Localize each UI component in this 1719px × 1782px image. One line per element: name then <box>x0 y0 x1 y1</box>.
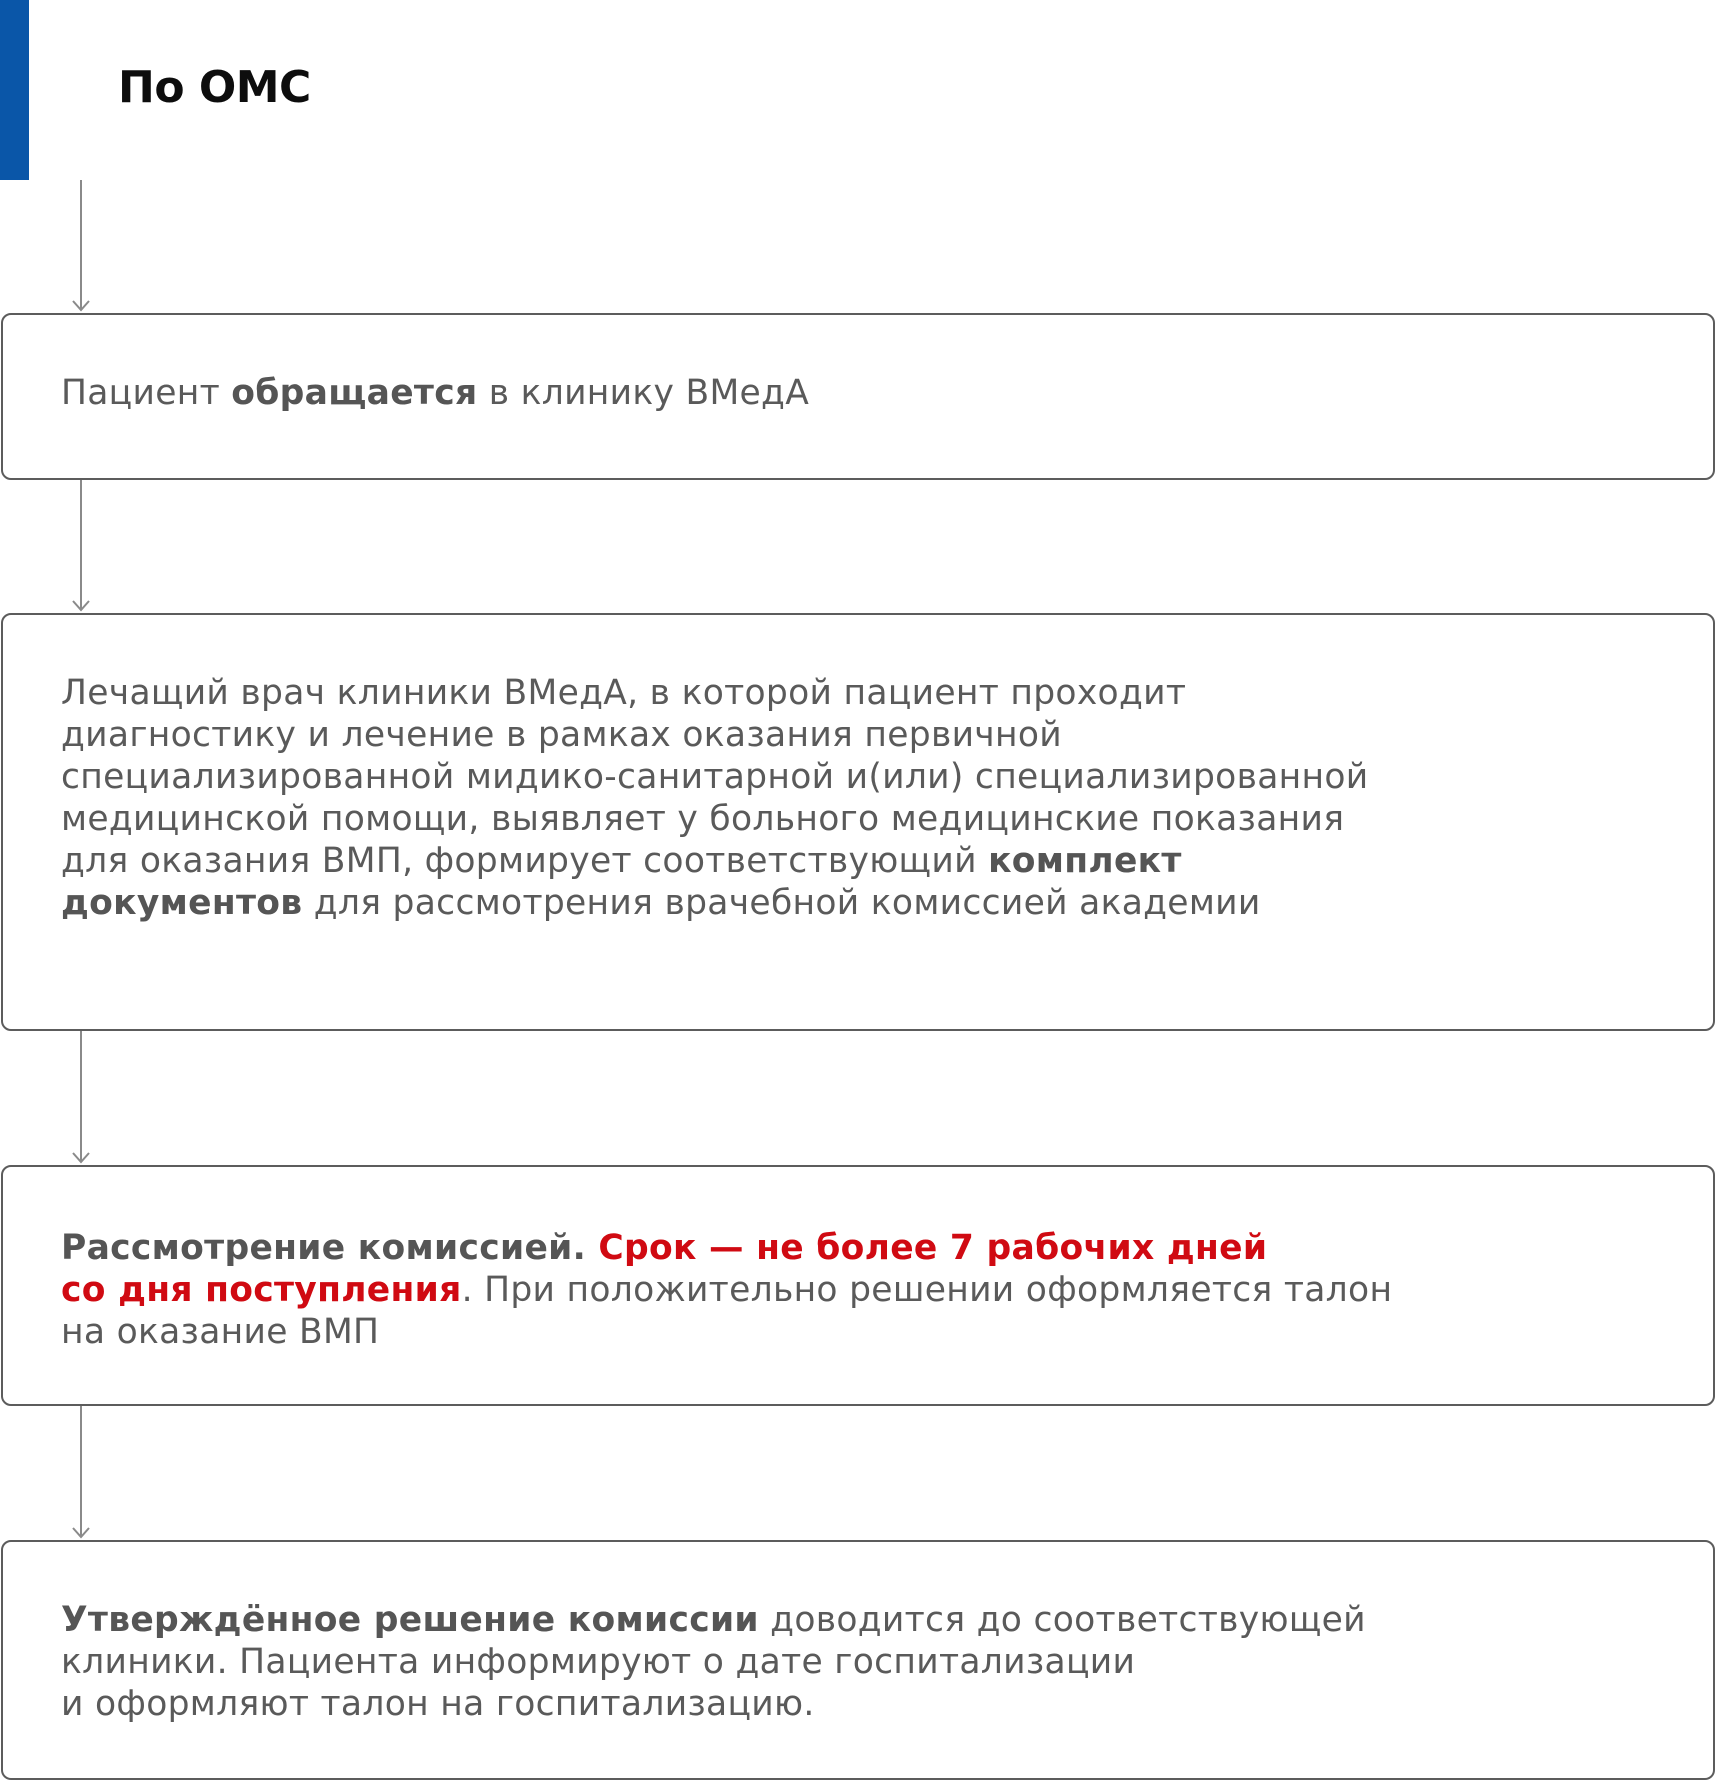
connector-arrow-2 <box>70 480 92 613</box>
accent-bar <box>0 0 29 180</box>
step-box-3 <box>1 1165 1715 1406</box>
connector-arrow-3 <box>70 1031 92 1165</box>
step-text <box>61 372 1673 414</box>
page-title: По ОМС <box>118 62 311 113</box>
text-run: для оказания ВМП, формирует соответствующий <box>61 841 989 881</box>
text-run: и оформляют талон на госпитализацию. <box>61 1684 815 1724</box>
text-run: для рассмотрения врачебной комиссией академии <box>302 883 1261 923</box>
connector-arrow-4 <box>70 1406 92 1540</box>
step-box-2 <box>1 613 1715 1031</box>
emphasis-text: документов <box>61 883 303 923</box>
emphasis-text: Рассмотрение комиссией. <box>61 1228 599 1268</box>
step-text <box>61 1599 1673 1725</box>
text-run: Лечащий врач клиники ВМедА, в которой пациент проходит <box>61 673 1187 713</box>
text-run: в клинику ВМедА <box>477 373 810 413</box>
text-run: на оказание ВМП <box>61 1312 380 1352</box>
step-box-4 <box>1 1540 1715 1780</box>
text-run: клиники. Пациента информируют о дате госпитализации <box>61 1642 1136 1682</box>
text-run: медицинской помощи, выявляет у больного медицинские показания <box>61 799 1345 839</box>
text-run: доводится до соответствующей <box>758 1600 1366 1640</box>
emphasis-text: обращается <box>231 373 478 413</box>
highlight-text: со дня поступления <box>61 1270 462 1310</box>
connector-arrow-1 <box>70 180 92 313</box>
text-run: . При положительно решении оформляется талон <box>461 1270 1393 1310</box>
step-box-1 <box>1 313 1715 480</box>
text-run: специализированной мидико-санитарной и(или) специализированной <box>61 757 1369 797</box>
text-run: диагностику и лечение в рамках оказания первичной <box>61 715 1062 755</box>
emphasis-text: Утверждённое решение комиссии <box>61 1600 759 1640</box>
step-text <box>61 672 1673 924</box>
text-run: Пациент <box>61 373 232 413</box>
emphasis-text: комплект <box>988 841 1182 881</box>
highlight-text: Срок — не более 7 рабочих дней <box>598 1228 1268 1268</box>
step-text <box>61 1227 1673 1353</box>
